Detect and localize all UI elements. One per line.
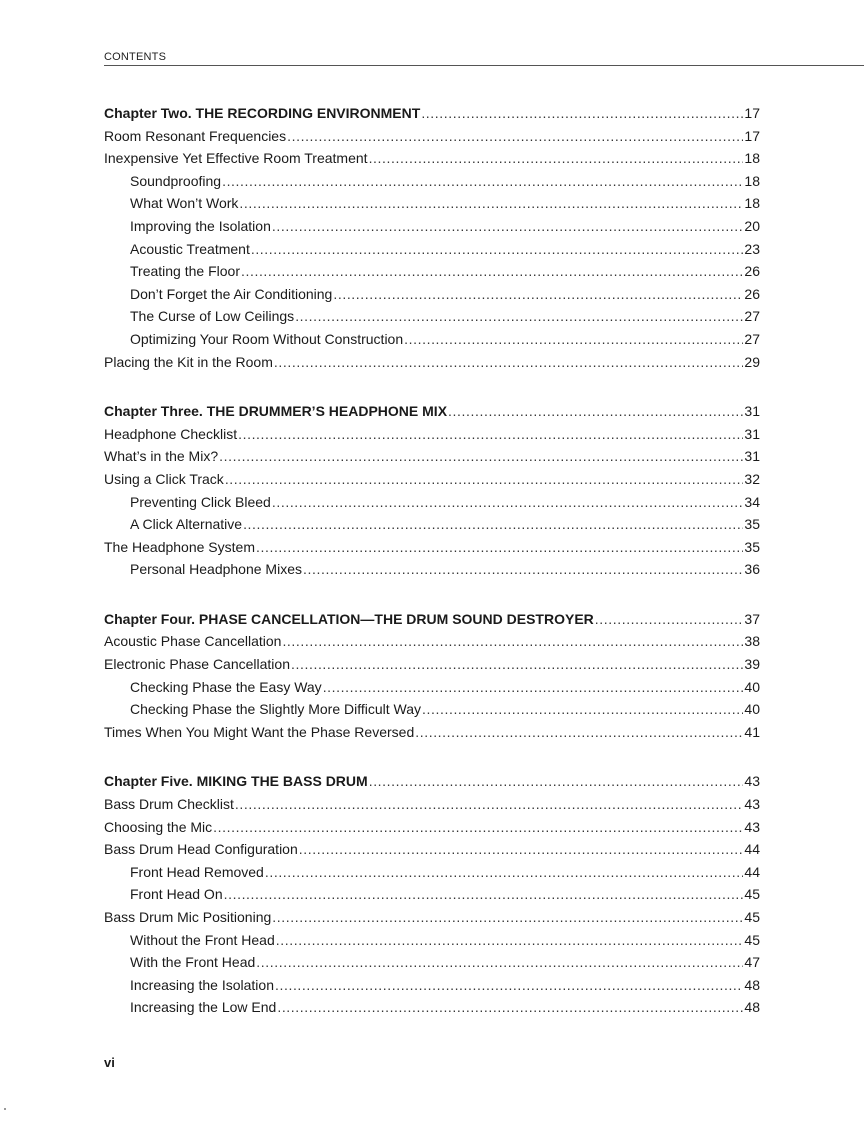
toc-page-number: 48: [744, 976, 760, 993]
toc-subsection-entry: [104, 513, 760, 536]
toc-entry-title: Acoustic Treatment: [130, 240, 250, 257]
table-of-contents: [104, 102, 760, 1046]
toc-entry-title: Soundproofing: [130, 172, 222, 189]
dot-leader: [422, 698, 743, 721]
toc-page-number: 34: [744, 493, 760, 510]
toc-page-number: 37: [744, 610, 760, 627]
dot-leader: [222, 170, 743, 193]
dot-leader: [219, 445, 743, 468]
toc-subsection-entry: [104, 491, 760, 514]
toc-page-number: 26: [744, 285, 760, 302]
dot-leader: [421, 102, 743, 125]
toc-page-number: 40: [744, 701, 760, 718]
toc-subsection-entry: [104, 698, 760, 721]
dot-leader: [272, 491, 744, 514]
toc-entry-title: Checking Phase the Slightly More Difficult Way: [130, 701, 422, 718]
toc-entry-title: Chapter Four. PHASE CANCELLATION—THE DRUM SOUND DESTROYER: [104, 610, 594, 627]
dot-leader: [287, 125, 743, 148]
toc-subsection-entry: [104, 951, 760, 974]
toc-page-number: 36: [744, 561, 760, 578]
toc-page-number: 17: [744, 127, 760, 144]
toc-page-number: 43: [744, 796, 760, 813]
dot-leader: [276, 929, 744, 952]
toc-page-number: 27: [744, 308, 760, 325]
toc-entry-title: Chapter Two. THE RECORDING ENVIRONMENT: [104, 105, 421, 121]
toc-page-number: 31: [744, 425, 760, 442]
toc-subsection-entry: [104, 883, 760, 906]
toc-entry-title: Treating the Floor: [130, 263, 240, 280]
dot-leader: [595, 608, 744, 631]
toc-section-entry: [104, 838, 760, 861]
dot-leader: [277, 996, 743, 1019]
dot-leader: [303, 558, 743, 581]
dot-leader: [256, 951, 743, 974]
dot-leader: [238, 423, 743, 446]
toc-entry-title: What Won’t Work: [130, 195, 239, 212]
toc-entry-title: Front Head Removed: [130, 863, 264, 880]
dot-leader: [299, 838, 744, 861]
toc-subsection-entry: [104, 192, 760, 215]
toc-page-number: 29: [744, 353, 760, 370]
toc-page-number: 32: [744, 470, 760, 487]
toc-entry-title: With the Front Head: [130, 954, 256, 971]
toc-entry-title: Increasing the Low End: [130, 999, 277, 1016]
dot-leader: [272, 906, 743, 929]
dot-leader: [274, 351, 744, 374]
toc-subsection-entry: [104, 283, 760, 306]
dot-leader: [369, 770, 744, 793]
toc-section-entry: [104, 351, 760, 374]
dot-leader: [241, 260, 743, 283]
toc-page-number: 23: [744, 240, 760, 257]
toc-entry-title: Electronic Phase Cancellation: [104, 656, 290, 673]
toc-subsection-entry: [104, 238, 760, 261]
toc-page-number: 45: [744, 909, 760, 925]
toc-section-entry: [104, 468, 760, 491]
toc-entry-title: Bass Drum Checklist: [104, 796, 234, 813]
toc-section-entry: [104, 816, 760, 839]
toc-page-number: 18: [744, 150, 760, 167]
toc-entry-title: Front Head On: [130, 886, 223, 903]
toc-page-number: 40: [744, 678, 760, 695]
toc-entry-title: Acoustic Phase Cancellation: [104, 633, 282, 650]
toc-page-number: 31: [744, 448, 760, 465]
toc-page-number: 20: [744, 217, 760, 234]
header-rule: [104, 65, 864, 66]
dot-leader: [369, 147, 744, 170]
toc-entry-title: Without the Front Head: [130, 931, 275, 948]
toc-section-entry: [104, 147, 760, 170]
toc-entry-title: Times When You Might Want the Phase Reversed: [104, 723, 415, 740]
toc-page-number: 31: [744, 403, 760, 420]
toc-subsection-entry: [104, 215, 760, 238]
toc-page-number: 41: [744, 723, 760, 740]
toc-page-number: 47: [744, 954, 760, 971]
toc-section-entry: [104, 653, 760, 676]
toc-page-number: 18: [744, 195, 760, 212]
toc-section-entry: [104, 125, 760, 148]
toc-page-number: 35: [744, 516, 760, 533]
toc-entry-title: Inexpensive Yet Effective Room Treatment: [104, 150, 368, 167]
dot-leader: [404, 328, 743, 351]
toc-entry-title: Improving the Isolation: [130, 217, 271, 234]
toc-section-entry: [104, 793, 760, 816]
dot-leader: [448, 400, 743, 423]
toc-entry-title: Chapter Five. MIKING THE BASS DRUM: [104, 773, 368, 790]
dot-leader: [213, 816, 743, 839]
toc-subsection-entry: [104, 170, 760, 193]
toc-entry-title: The Headphone System: [104, 538, 255, 555]
toc-entry-title: Room Resonant Frequencies: [104, 127, 287, 144]
toc-subsection-entry: [104, 305, 760, 328]
toc-entry-title: What’s in the Mix?: [104, 448, 219, 465]
toc-page-number: 17: [744, 105, 760, 121]
toc-section-entry: [104, 906, 760, 929]
toc-subsection-entry: [104, 558, 760, 581]
toc-page-number: 45: [744, 931, 760, 948]
toc-chapter-entry: [104, 400, 760, 423]
toc-page-number: 27: [744, 330, 760, 347]
toc-entry-title: Checking Phase the Easy Way: [130, 678, 322, 695]
toc-section-entry: [104, 423, 760, 446]
toc-entry-title: Bass Drum Head Configuration: [104, 841, 298, 858]
toc-page-number: 38: [744, 633, 760, 650]
toc-page-number: 35: [744, 538, 760, 555]
dot-leader: [275, 974, 743, 997]
dot-leader: [235, 793, 744, 816]
toc-subsection-entry: [104, 929, 760, 952]
toc-entry-title: Bass Drum Mic Positioning: [104, 909, 272, 925]
toc-page-number: 18: [744, 172, 760, 189]
toc-entry-title: Personal Headphone Mixes: [130, 561, 302, 578]
dot-leader: [333, 283, 743, 306]
toc-page-number: 26: [744, 263, 760, 280]
toc-subsection-entry: [104, 861, 760, 884]
toc-subsection-entry: [104, 328, 760, 351]
toc-section-entry: [104, 536, 760, 559]
toc-page-number: 44: [744, 841, 760, 858]
chapter-block: [104, 102, 760, 373]
toc-entry-title: Optimizing Your Room Without Construction: [130, 330, 404, 347]
dot-leader: [282, 630, 743, 653]
dot-leader: [291, 653, 743, 676]
toc-subsection-entry: [104, 996, 760, 1019]
toc-entry-title: Using a Click Track: [104, 470, 224, 487]
toc-page-number: 44: [744, 863, 760, 880]
dot-leader: [224, 883, 744, 906]
toc-chapter-entry: [104, 608, 760, 631]
toc-page-number: 43: [744, 773, 760, 790]
corner-mark: [4, 1108, 6, 1110]
toc-section-entry: [104, 721, 760, 744]
chapter-block: [104, 400, 760, 581]
toc-page-number: 48: [744, 999, 760, 1016]
dot-leader: [272, 215, 744, 238]
chapter-block: [104, 770, 760, 1019]
toc-entry-title: The Curse of Low Ceilings: [130, 308, 295, 325]
toc-entry-title: Chapter Three. THE DRUMMER’S HEADPHONE MIX: [104, 403, 448, 420]
dot-leader: [251, 238, 744, 261]
toc-section-entry: [104, 630, 760, 653]
toc-entry-title: Headphone Checklist: [104, 425, 238, 442]
toc-entry-title: Placing the Kit in the Room: [104, 353, 273, 370]
toc-chapter-entry: [104, 770, 760, 793]
toc-subsection-entry: [104, 974, 760, 997]
toc-entry-title: Choosing the Mic: [104, 818, 213, 835]
toc-page-number: 39: [744, 656, 760, 673]
toc-section-entry: [104, 445, 760, 468]
dot-leader: [239, 192, 743, 215]
toc-entry-title: A Click Alternative: [130, 516, 243, 533]
toc-entry-title: Preventing Click Bleed: [130, 493, 271, 510]
toc-chapter-entry: [104, 102, 760, 125]
toc-page-number: 43: [744, 818, 760, 835]
toc-entry-title: Don’t Forget the Air Conditioning: [130, 285, 333, 302]
dot-leader: [265, 861, 744, 884]
toc-subsection-entry: [104, 260, 760, 283]
chapter-block: [104, 608, 760, 744]
running-head: CONTENTS: [104, 51, 167, 63]
toc-subsection-entry: [104, 676, 760, 699]
page-folio: vi: [104, 1055, 115, 1070]
toc-page-number: 45: [744, 886, 760, 903]
dot-leader: [415, 721, 743, 744]
dot-leader: [295, 305, 743, 328]
dot-leader: [323, 676, 744, 699]
dot-leader: [225, 468, 744, 491]
dot-leader: [243, 513, 743, 536]
dot-leader: [256, 536, 743, 559]
toc-entry-title: Increasing the Isolation: [130, 976, 274, 993]
